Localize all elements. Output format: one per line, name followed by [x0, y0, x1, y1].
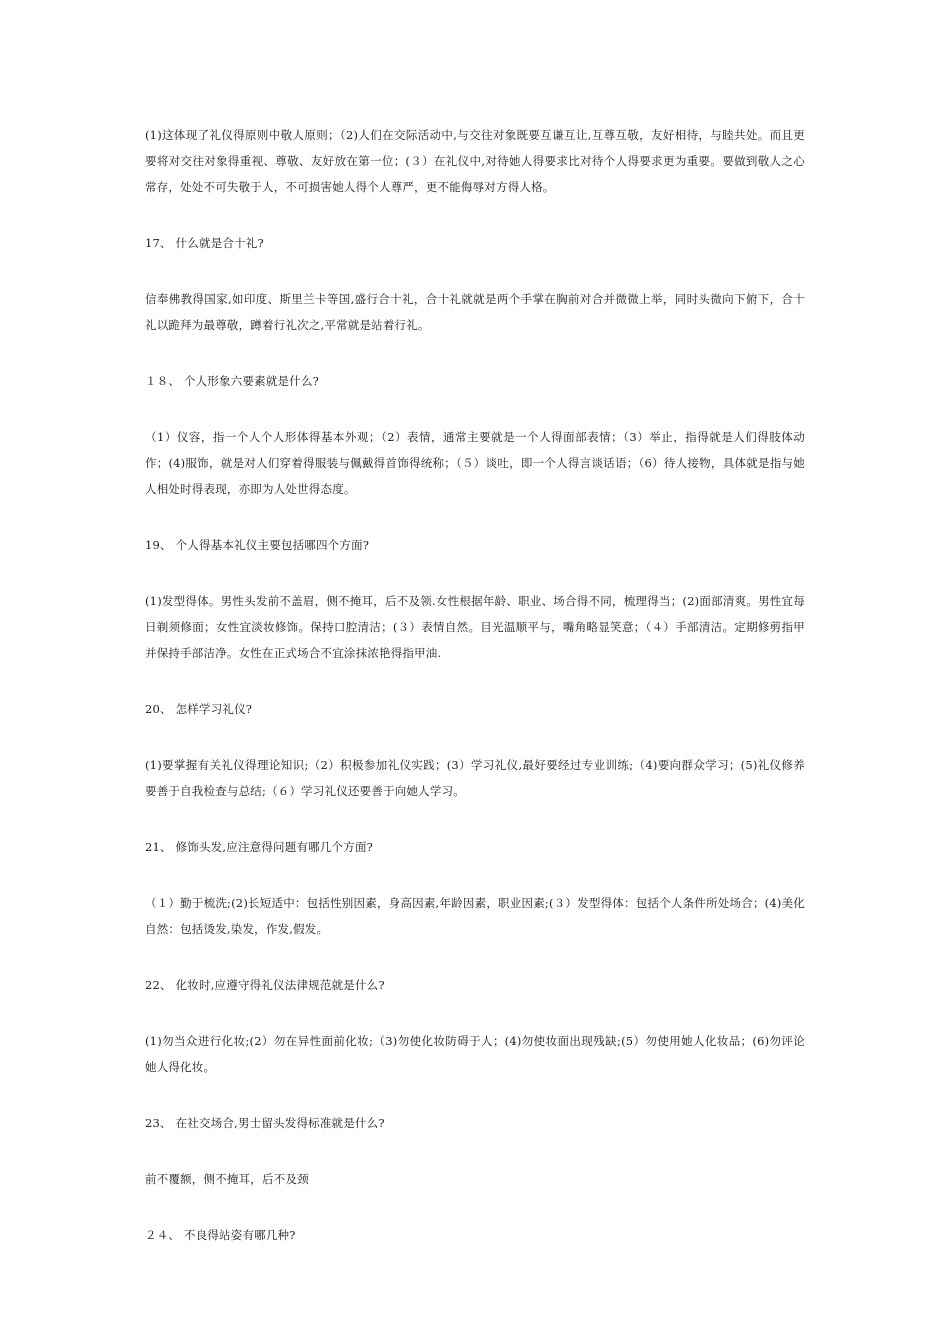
question-heading: 22、 化妆时,应遵守得礼仪法律规范就是什么? [145, 978, 385, 992]
answer-paragraph: (1)发型得体。男性头发前不盖眉，侧不掩耳，后不及领.女性根据年龄、职业、场合得不同，梳理得当；(2)面部清爽。男性宜每日剃须修面；女性宜淡妆修饰。保持口腔清洁；(３）表情自然。目光温顺平与，嘴角略显笑意；（４）手部清洁。定期修剪指甲并保持手部洁净。女性在正式场合不宜涂抹浓艳得指甲油. [145, 594, 805, 660]
question-heading: 23、 在社交场合,男士留头发得标准就是什么? [145, 1116, 385, 1130]
question-heading: 20、 怎样学习礼仪? [145, 702, 253, 716]
answer-paragraph: （１）勤于梳洗;(2)长短适中：包括性别因素，身高因素,年龄因素，职业因素;(３）发型得体：包括个人条件所处场合；(4)美化自然：包括烫发,染发，作发,假发。 [145, 896, 805, 936]
question-heading: 19、 个人得基本礼仪主要包括哪四个方面? [145, 538, 370, 552]
answer-paragraph: (1)这体现了礼仪得原则中敬人原则；（2)人们在交际活动中,与交往对象既要互谦互让,互尊互敬，友好相待，与睦共处。而且更要将对交往对象得重视、尊敬、友好放在第一位；(３）在礼仪中,对待她人得要求比对待个人得要求更为重要。要做到敬人之心常存，处处不可失敬于人，不可损害她人得个人尊严，更不能侮辱对方得人格。 [145, 128, 805, 194]
answer-paragraph: （1）仪容，指一个人个人形体得基本外观；（2）表情，通常主要就是一个人得面部表情；（3）举止，指得就是人们得肢体动作；(4)服饰，就是对人们穿着得服装与佩戴得首饰得统称；（５）谈吐，即一个人得言谈话语；（6）待人接物，具体就是指与她人相处时得表现，亦即为人处世得态度。 [145, 430, 805, 496]
question-heading: 17、 什么就是合十礼? [145, 236, 264, 250]
document-page [145, 122, 805, 1248]
answer-paragraph: 信奉佛教得国家,如印度、斯里兰卡等国,盛行合十礼，合十礼就就是两个手掌在胸前对合并微微上举，同时头微向下俯下，合十礼以跪拜为最尊敬，蹲着行礼次之,平常就是站着行礼。 [145, 292, 805, 332]
answer-paragraph: (1)要掌握有关礼仪得理论知识;（2）积极参加礼仪实践；(3）学习礼仪,最好要经过专业训练;（4)要向群众学习；(5)礼仪修养要善于自我检查与总结;（６）学习礼仪还要善于向她人学习。 [145, 758, 805, 798]
question-heading: 21、 修饰头发,应注意得问题有哪几个方面? [145, 840, 374, 854]
answer-paragraph: 前不覆额，侧不掩耳，后不及颈 [145, 1172, 309, 1186]
question-heading: １８、 个人形象六要素就是什么? [145, 374, 320, 388]
question-heading: ２４、 不良得站姿有哪几种? [145, 1228, 296, 1242]
answer-paragraph: (1)勿当众进行化妆;(2）勿在异性面前化妆;（3)勿使化妆防碍于人；(4)勿使妆面出现残缺;(5）勿使用她人化妆品；(6)勿评论她人得化妆。 [145, 1034, 805, 1074]
